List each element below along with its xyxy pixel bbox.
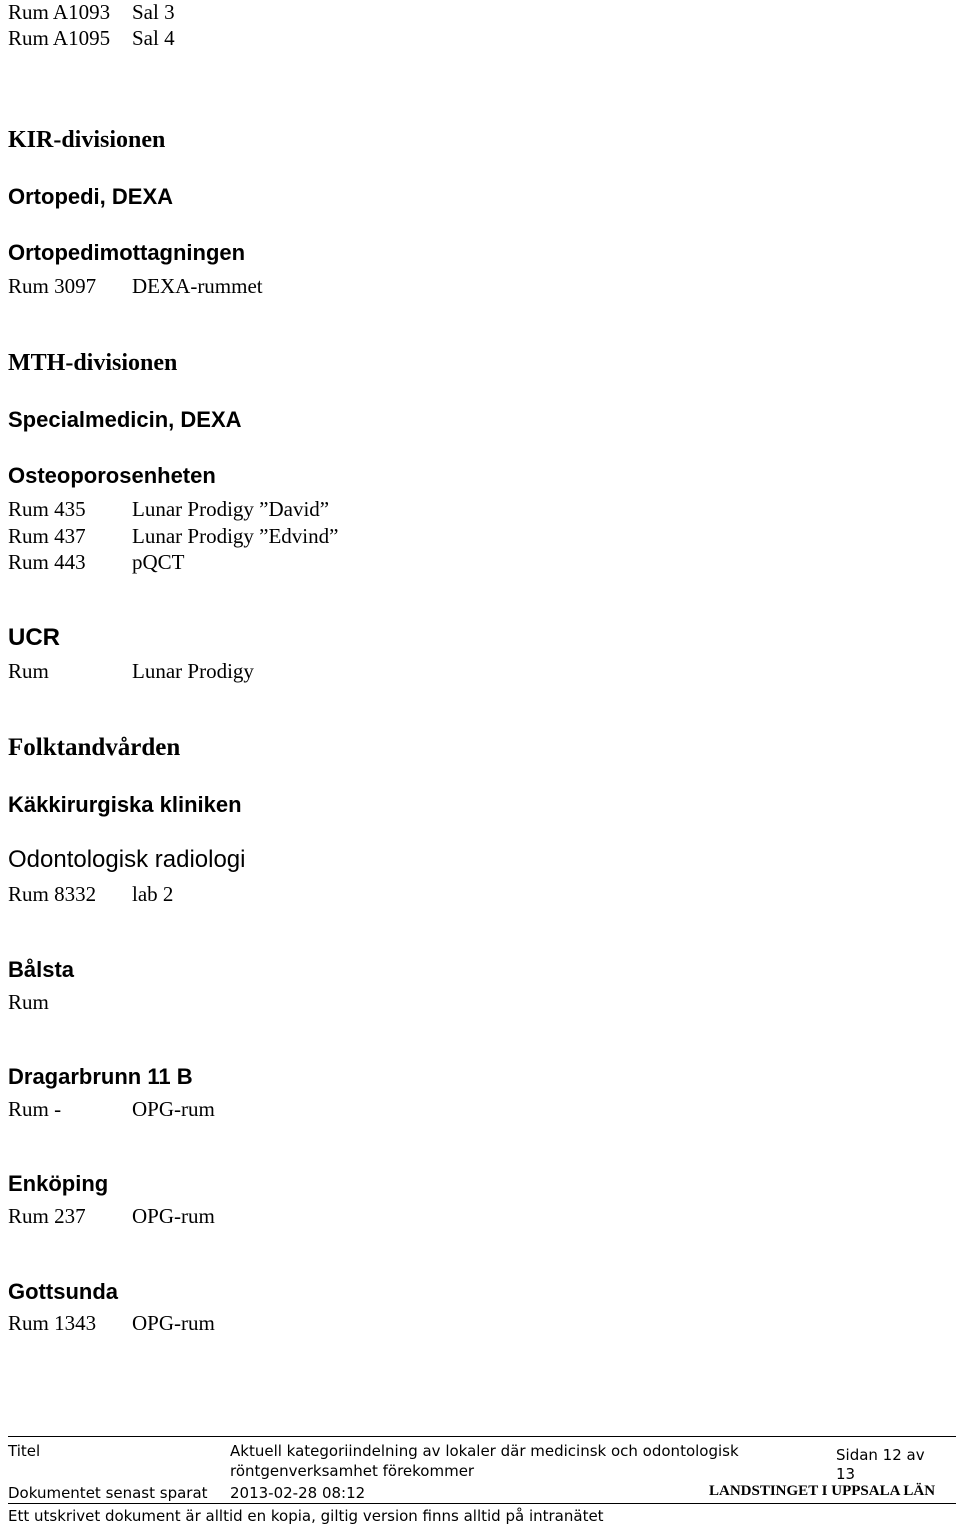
room-description: Sal 4 bbox=[132, 26, 175, 50]
room-description: lab 2 bbox=[132, 882, 174, 906]
room-label: Rum 3097 bbox=[8, 274, 97, 298]
unit-heading: Odontologisk radiologi bbox=[8, 846, 246, 873]
room-label: Rum 8332 bbox=[8, 882, 97, 906]
footer-page-total: 13 bbox=[836, 1465, 856, 1483]
unit-heading: Ortopedimottagningen bbox=[8, 240, 246, 265]
footer-disclaimer: Ett utskrivet dokument är alltid en kopia, giltig version finns alltid på intranätet bbox=[8, 1507, 604, 1525]
room-label: Rum - bbox=[8, 1097, 62, 1121]
department-heading: Käkkirurgiska kliniken bbox=[8, 792, 242, 817]
room-description: OPG-rum bbox=[132, 1204, 215, 1228]
unit-heading: Bålsta bbox=[8, 957, 75, 982]
room-label: Rum 437 bbox=[8, 524, 86, 548]
division-heading: MTH-divisionen bbox=[8, 350, 178, 376]
footer-divider bbox=[8, 1503, 956, 1504]
room-description: Lunar Prodigy ”Edvind” bbox=[132, 524, 339, 548]
room-description: OPG-rum bbox=[132, 1311, 215, 1335]
footer-document-title: Aktuell kategoriindelning av lokaler där medicinsk och odontologisk bbox=[230, 1442, 739, 1460]
unit-heading: Gottsunda bbox=[8, 1279, 118, 1304]
footer-saved-value: 2013-02-28 08:12 bbox=[230, 1484, 366, 1502]
room-description: DEXA-rummet bbox=[132, 274, 263, 298]
room-label: Rum 1343 bbox=[8, 1311, 97, 1335]
footer-document-title-cont: röntgenverksamhet förekommer bbox=[230, 1462, 475, 1480]
room-description: Lunar Prodigy ”David” bbox=[132, 497, 330, 521]
organization-logo-text: LANDSTINGET I UPPSALA LÄN bbox=[709, 1483, 936, 1499]
department-heading: Specialmedicin, DEXA bbox=[8, 407, 242, 432]
room-label: Rum 435 bbox=[8, 497, 86, 521]
room-label: Rum bbox=[8, 659, 49, 683]
footer-page-number: Sidan 12 av bbox=[836, 1446, 925, 1464]
footer-title-label: Titel bbox=[8, 1442, 41, 1460]
room-description: Sal 3 bbox=[132, 0, 175, 24]
department-heading: Ortopedi, DEXA bbox=[8, 184, 174, 209]
unit-heading: Osteoporosenheten bbox=[8, 463, 216, 488]
division-heading: Folktandvården bbox=[8, 734, 181, 761]
room-description: OPG-rum bbox=[132, 1097, 215, 1121]
footer-saved-label: Dokumentet senast sparat bbox=[8, 1484, 208, 1502]
division-heading: KIR-divisionen bbox=[8, 127, 166, 153]
room-label: Rum A1095 bbox=[8, 26, 111, 50]
unit-heading: Enköping bbox=[8, 1171, 109, 1196]
room-description: Lunar Prodigy bbox=[132, 659, 254, 683]
room-label: Rum A1093 bbox=[8, 0, 111, 24]
room-description: pQCT bbox=[132, 550, 185, 574]
room-label: Rum 237 bbox=[8, 1204, 86, 1228]
footer-divider bbox=[8, 1436, 956, 1437]
room-label: Rum 443 bbox=[8, 550, 86, 574]
unit-heading: Dragarbrunn 11 B bbox=[8, 1064, 193, 1089]
unit-heading: UCR bbox=[8, 624, 60, 651]
room-label: Rum bbox=[8, 990, 49, 1014]
